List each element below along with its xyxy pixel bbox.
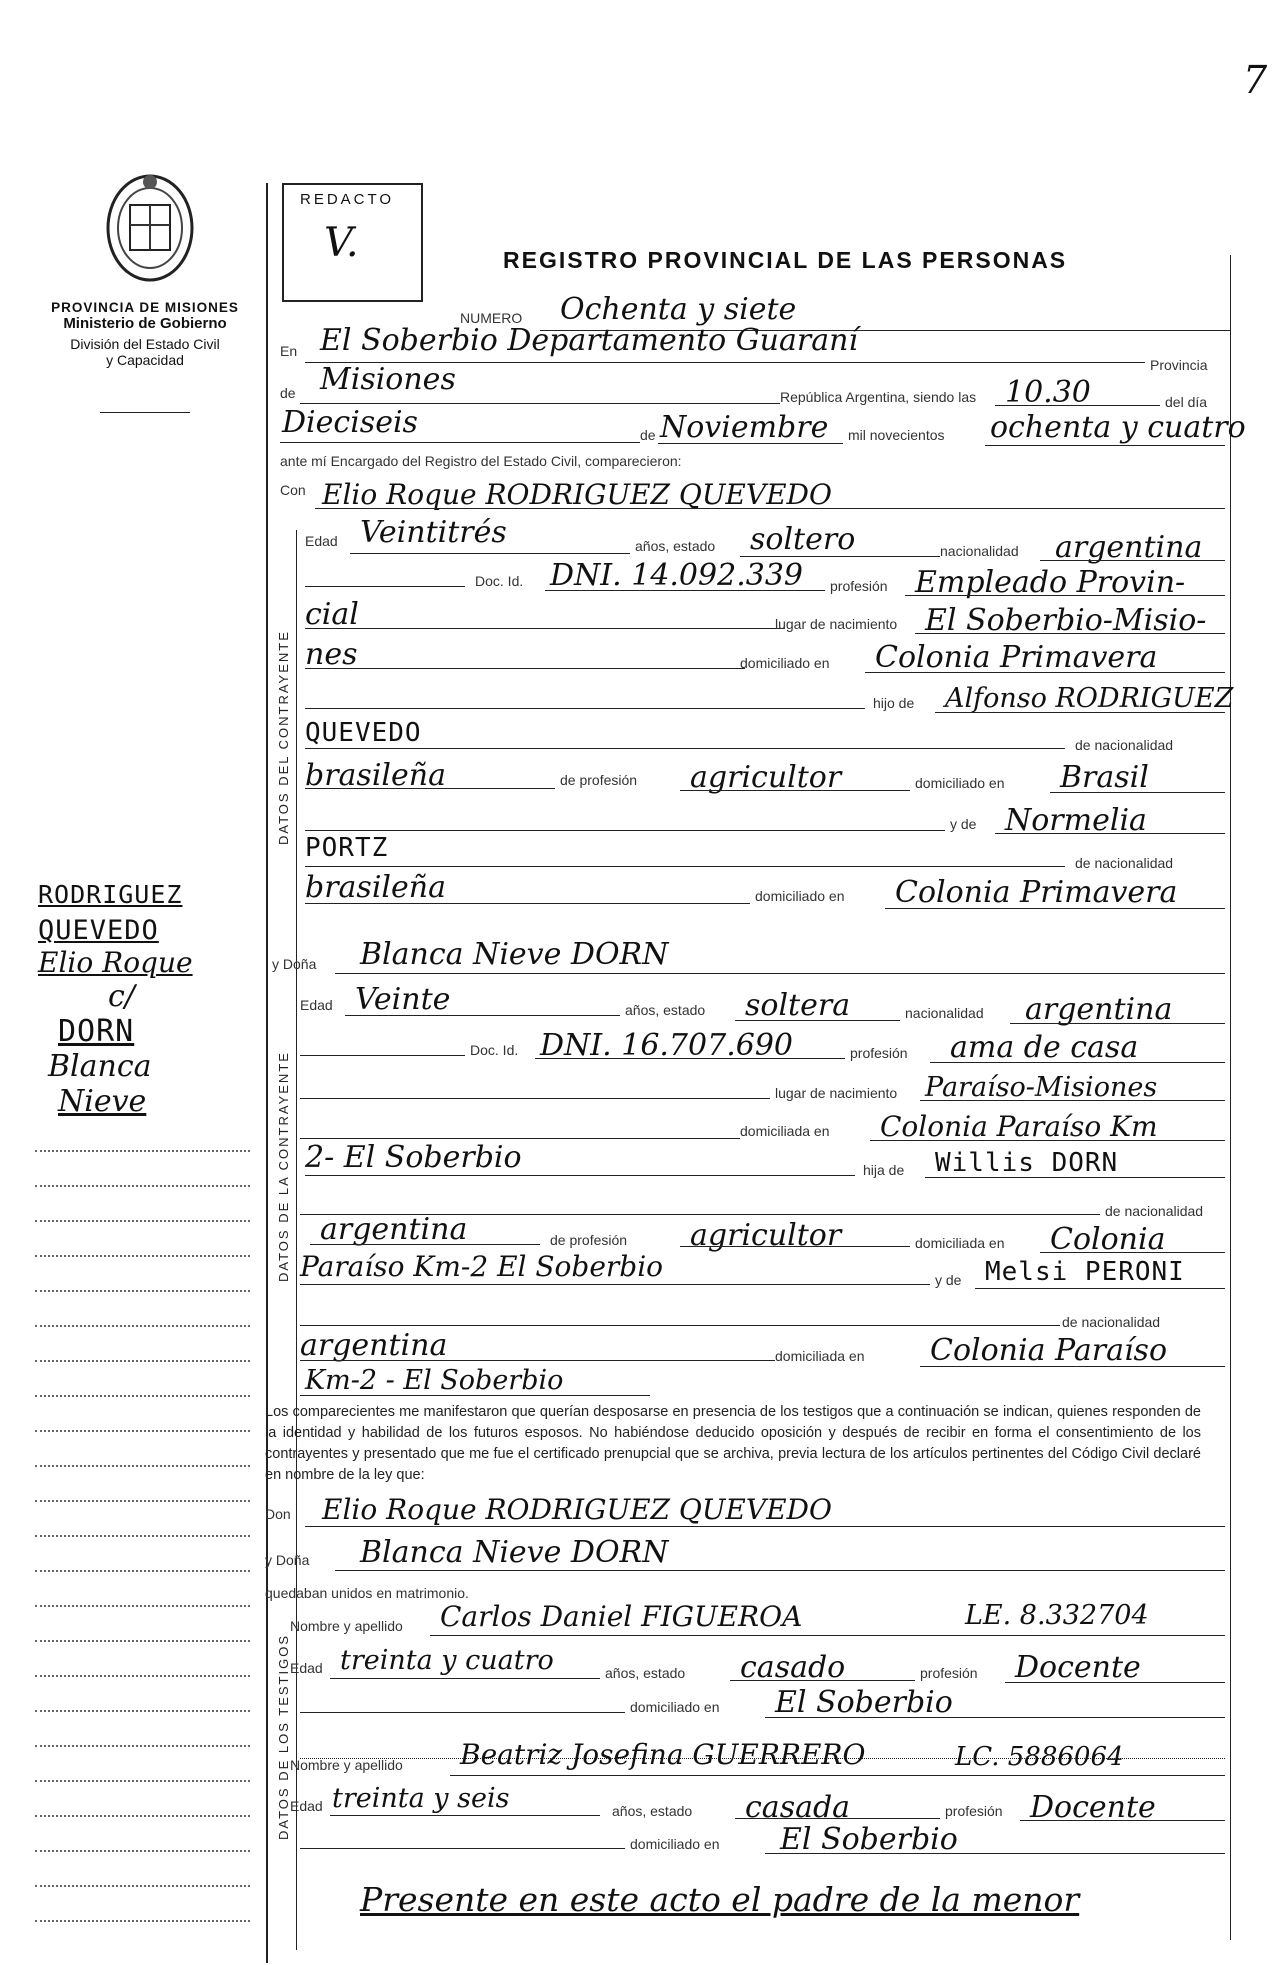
value-bride-mother-dom-2: Km-2 - El Soberbio — [305, 1365, 564, 1396]
label-republica: República Argentina, siendo las — [780, 389, 977, 405]
margin-note-line2: QUEVEDO — [38, 915, 159, 946]
value-w2-estado: casada — [745, 1790, 851, 1825]
org-division: División del Estado Civil — [70, 336, 220, 352]
label-groom-father-prof: de profesión — [560, 772, 638, 788]
value-bride-father-prof: agricultor — [690, 1218, 842, 1253]
value-groom-birth-1: El Soberbio-Misio- — [925, 603, 1207, 638]
value-w1-age: treinta y cuatro — [340, 1645, 554, 1676]
value-numero: Ochenta y siete — [560, 292, 797, 327]
page-number: 7 — [1243, 58, 1268, 102]
label-provincia: Provincia — [1150, 357, 1208, 373]
label-bride-mother-nac: de nacionalidad — [1062, 1314, 1161, 1330]
margin-note-line5: DORN — [58, 1014, 135, 1049]
value-groom-father-1: Alfonso RODRIGUEZ — [945, 683, 1234, 714]
value-bride-name: Blanca Nieve DORN — [360, 937, 669, 972]
value-groom-father-nac: brasileña — [305, 758, 446, 793]
value-anio: ochenta y cuatro — [990, 410, 1246, 445]
value-groom-nac: argentina — [1055, 530, 1203, 565]
value-bride-age: Veinte — [355, 982, 451, 1017]
value-groom-father-2: QUEVEDO — [305, 718, 422, 748]
value-bride-dom-1: Colonia Paraíso Km — [880, 1110, 1158, 1143]
label-groom-edad: Edad — [305, 533, 338, 549]
label-bride-edad: Edad — [300, 997, 333, 1013]
label-quedaban: quedaban unidos en matrimonio. — [265, 1585, 469, 1601]
value-w2-prof: Docente — [1030, 1790, 1156, 1825]
label-mil: mil novecientos — [848, 427, 945, 443]
value-en: El Soberbio Departamento Guaraní — [320, 323, 859, 358]
label-w2-prof: profesión — [945, 1803, 1003, 1819]
value-w1-prof: Docente — [1015, 1650, 1141, 1685]
value-w1-dom: El Soberbio — [775, 1685, 953, 1720]
value-bride-dom-2: 2- El Soberbio — [305, 1140, 522, 1175]
value-bride-nac: argentina — [1025, 992, 1173, 1027]
value-bride-prof: ama de casa — [950, 1030, 1139, 1065]
value-groom-prof-2: cial — [305, 597, 359, 632]
label-bride-anos: años, estado — [625, 1002, 706, 1018]
value-w2-name: Beatriz Josefina GUERRERO — [460, 1738, 866, 1771]
label-w1-prof: profesión — [920, 1665, 978, 1681]
label-y-dona: y Doña — [272, 956, 317, 972]
value-w1-doc: LE. 8.332704 — [965, 1600, 1149, 1631]
redacto-box — [282, 183, 423, 302]
value-groom-birth-2: nes — [305, 637, 358, 672]
label-w1-nombre: Nombre y apellido — [290, 1618, 403, 1634]
value-groom-age: Veintitrés — [360, 515, 507, 550]
label-bride-y-de: y de — [935, 1272, 962, 1288]
label-w1-anos: años, estado — [605, 1665, 686, 1681]
side-label-bride: DATOS DE LA CONTRAYENTE — [276, 1051, 291, 1282]
value-bride-doc: DNI. 16.707.690 — [540, 1028, 793, 1063]
redacto-label: REDACTO — [300, 191, 395, 208]
label-numero: NUMERO — [460, 310, 523, 326]
org-province: PROVINCIA DE MISIONES — [51, 300, 239, 315]
value-bride-mother: Melsi PERONI — [985, 1257, 1185, 1287]
label-groom-father-dom: domiciliado en — [915, 775, 1005, 791]
label-bride-father-prof: de profesión — [550, 1232, 628, 1248]
side-label-witnesses: DATOS DE LOS TESTIGOS — [276, 1634, 291, 1840]
label-w2-anos: años, estado — [612, 1803, 693, 1819]
label-hija-de: hija de — [863, 1162, 905, 1178]
label-hijo-de: hijo de — [873, 695, 915, 711]
value-bride-father-dom-1: Colonia — [1050, 1222, 1166, 1257]
label-del-dia: del día — [1165, 394, 1208, 410]
label-bride-birth: lugar de nacimiento — [775, 1085, 898, 1101]
label-bride-doc: Doc. Id. — [470, 1042, 519, 1058]
margin-note-line1: RODRIGUEZ — [38, 880, 183, 909]
org-capacity: y Capacidad — [106, 352, 184, 368]
label-y-de: y de — [950, 816, 977, 832]
label-bride-dom: domiciliada en — [740, 1123, 830, 1139]
side-label-groom: DATOS DEL CONTRAYENTE — [276, 630, 291, 845]
value-w2-dom: El Soberbio — [780, 1822, 958, 1857]
org-ministry: Ministerio de Gobierno — [63, 315, 227, 332]
value-groom-prof-1: Empleado Provin- — [915, 565, 1186, 600]
label-groom-mother-dom: domiciliado en — [755, 888, 845, 904]
label-decl-dona: y Doña — [265, 1552, 310, 1568]
label-ante-mi: ante mí Encargado del Registro del Estado Civil, comparecieron: — [280, 453, 682, 469]
label-groom-anos: años, estado — [635, 538, 716, 554]
value-bride-father-nac: argentina — [320, 1212, 468, 1247]
value-groom-father-dom: Brasil — [1060, 760, 1149, 795]
redacto-mark: V. — [324, 220, 359, 266]
margin-note-line4: c/ — [108, 979, 135, 1014]
value-w1-estado: casado — [740, 1650, 846, 1685]
page-title: REGISTRO PROVINCIAL DE LAS PERSONAS — [503, 247, 1068, 273]
margin-note — [38, 880, 258, 1119]
label-groom-doc: Doc. Id. — [475, 573, 524, 589]
value-groom-name: Elio Roque RODRIGUEZ QUEVEDO — [322, 478, 832, 511]
label-con: Con — [280, 482, 306, 498]
margin-note-line6: Blanca — [48, 1049, 152, 1084]
value-groom-mother-nac: brasileña — [305, 870, 446, 905]
final-note: Presente en este acto el padre de la menor — [360, 1880, 1080, 1919]
value-dia: Dieciseis — [282, 405, 418, 440]
value-groom-doc: DNI. 14.092.339 — [550, 558, 803, 593]
value-hora: 10.30 — [1005, 375, 1091, 410]
value-w2-age: treinta y seis — [332, 1783, 510, 1814]
coat-of-arms-seal — [100, 170, 200, 285]
label-en: En — [280, 343, 298, 359]
value-groom-estado: soltero — [750, 522, 856, 557]
value-w1-name: Carlos Daniel FIGUEROA — [440, 1600, 803, 1633]
value-groom-dom: Colonia Primavera — [875, 640, 1158, 675]
value-mes: Noviembre — [660, 410, 829, 445]
value-decl-dona: Blanca Nieve DORN — [360, 1535, 669, 1570]
label-groom-birth: lugar de nacimiento — [775, 616, 898, 632]
label-bride-nac: nacionalidad — [905, 1005, 984, 1021]
declaration-paragraph: Los comparecientes me manifestaron que querían desposarse en presencia de los testigos que a continuación se indican, quienes responden de la identidad y habilidad de los futuros esposos. No habiéndose deducido oposición y después de recibir en forma el consentimiento de los contrayentes y presentado que me fue el certificado prenupcial que se archiva, previa lectura de los artículos pertinentes del Código Civil declaré en nombre de la ley que: — [265, 1404, 1201, 1483]
margin-note-line7: Nieve — [58, 1084, 147, 1119]
label-de-mes: de — [640, 427, 656, 443]
label-groom-dom: domiciliado en — [740, 655, 830, 671]
label-de: de — [280, 385, 296, 401]
label-groom-prof: profesión — [830, 578, 888, 594]
value-bride-father: Willis DORN — [935, 1148, 1119, 1178]
value-bride-birth: Paraíso-Misiones — [925, 1072, 1158, 1103]
label-groom-nac: nacionalidad — [940, 543, 1019, 559]
label-bride-father-nac: de nacionalidad — [1105, 1203, 1204, 1219]
value-bride-mother-dom-1: Colonia Paraíso — [930, 1333, 1168, 1368]
label-bride-father-dom: domiciliada en — [915, 1235, 1005, 1251]
value-bride-estado: soltera — [745, 988, 851, 1023]
label-bride-mother-dom: domiciliada en — [775, 1348, 865, 1364]
label-groom-father-nac: de nacionalidad — [1075, 737, 1174, 753]
value-de-provincia: Misiones — [320, 362, 456, 397]
value-bride-father-dom-2: Paraíso Km-2 El Soberbio — [300, 1250, 664, 1283]
margin-note-line3: Elio Roque — [38, 946, 193, 979]
label-don: Don — [265, 1506, 291, 1522]
value-decl-don: Elio Roque RODRIGUEZ QUEVEDO — [322, 1493, 832, 1526]
value-groom-father-prof: agricultor — [690, 760, 842, 795]
label-w2-edad: Edad — [290, 1798, 323, 1814]
label-groom-mother-nac: de nacionalidad — [1075, 855, 1174, 871]
label-w1-dom: domiciliado en — [630, 1699, 720, 1715]
value-groom-mother-2: PORTZ — [305, 833, 389, 863]
value-groom-mother-dom: Colonia Primavera — [895, 875, 1178, 910]
label-bride-prof: profesión — [850, 1045, 908, 1061]
label-w2-nombre: Nombre y apellido — [290, 1757, 403, 1773]
value-bride-mother-nac: argentina — [300, 1328, 448, 1363]
value-groom-mother-1: Normelia — [1005, 803, 1147, 838]
label-w1-edad: Edad — [290, 1660, 323, 1676]
label-w2-dom: domiciliado en — [630, 1836, 720, 1852]
value-w2-doc: LC. 5886064 — [955, 1742, 1124, 1772]
